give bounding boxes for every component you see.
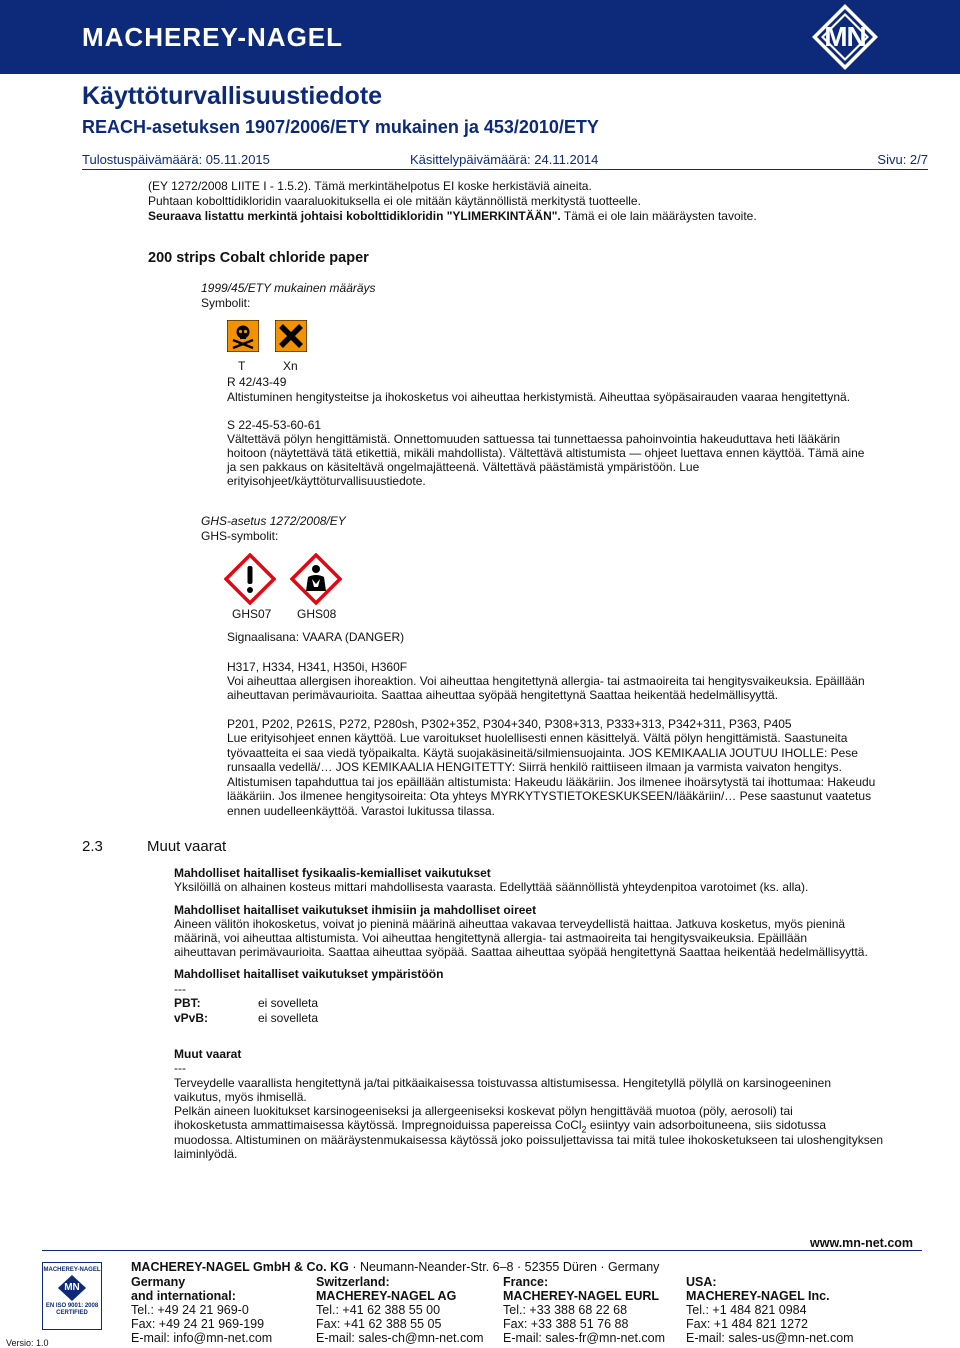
dsd-symbols-label: Symbolit: [201, 296, 251, 310]
intro-line-2: Puhtaan kobolttidikloridin vaaraluokituksella ei ole mitään käytännöllistä merkitystä tuotteelle. [148, 194, 641, 208]
r-text: Altistuminen hengitysteitse ja ihokosketus voi aiheuttaa herkistymistä. Aiheuttaa syöpäsairauden vaaraa hengitettynä. [227, 390, 851, 404]
p-line: runsaalla vedellä/… JOS KEMIKAALIA HENGITETTY: Siirrä henkilö raittiiseen ilmaan ja varmista vaivaton hengitys. [227, 760, 842, 774]
website: www.mn-net.com [810, 1236, 914, 1250]
footer-divider [42, 1250, 922, 1251]
page-number: Sivu: 2/7 [877, 152, 928, 167]
footer-col-france: France: MACHEREY-NAGEL EURL Tel.: +33 388 68 22 68 Fax: +33 388 51 76 88 E-mail: sales-fr@mn-net.com [503, 1275, 666, 1345]
meta-line [82, 152, 928, 170]
s-text-1: Vältettävä pölyn hengittämistä. Onnettomuuden sattuessa tai tunnettaessa pahoinvointia hakeuduttava heti lääkärin [227, 432, 841, 446]
health-line: Aineen välitön ihokosketus, voivat jo pieninä määrinä aiheuttaa vakavaa terveydellistä haittaa. Jatkuva kosketus, myös pieninä [174, 917, 846, 931]
other-line: ihokosketusta ammattimaisessa käytössä. Impregnoiduissa papereissa CoCl$_2$ esiintyy vain adsorboituneena, siis sidotussa [174, 1118, 827, 1135]
other-line: Pelkän aineen luokitukset karsinogeeniseksi ja allergeeniseksi koskevat pölyn hengittävää muotoa (pöly, aerosoli) tai [174, 1104, 793, 1118]
symbol-label-t: T [238, 359, 246, 373]
p-line: Lue erityisohjeet ennen käyttöä. Lue varoitukset huolellisesti ennen käsittelyä. Vältä pölyn hengittämistä. Saastuneita [227, 731, 848, 745]
s-text-3: ja sen pakkaus on käsiteltävä ongelmajätteenä. Vältettävä päästämistä ympäristöön. Lue [227, 460, 700, 474]
pbt-label: PBT: [174, 996, 201, 1010]
x-cross-icon [275, 320, 307, 352]
intro-line-1: (EY 1272/2008 LIITE I - 1.5.2). Tämä merkintähelpotus EI koske herkistäviä aineita. [148, 179, 592, 193]
company-line: MACHEREY-NAGEL GmbH & Co. KG · Neumann-Neander-Str. 6–8 · 52355 Düren · Germany [131, 1260, 660, 1274]
env-heading: Mahdolliset haitalliset vaikutukset ympäristöön [174, 967, 444, 981]
h-codes: H317, H334, H341, H350i, H360F [227, 660, 408, 674]
footer-col-usa: USA: MACHEREY-NAGEL Inc. Tel.: +1 484 821 0984 Fax: +1 484 821 1272 E-mail: sales-us@mn-net.com [686, 1275, 854, 1345]
ghs07-label: GHS07 [232, 607, 272, 621]
other-dash: --- [174, 1061, 186, 1075]
health-line: aiheuttavan perimävaurioita. Saattaa aiheuttaa syöpää. Saattaa aiheuttaa syöpää hengitettynä Saattaa heikentää hedelmällisyyttä. [174, 945, 868, 959]
version: Versio: 1.0 [6, 1338, 49, 1348]
iso-badge: MACHEREY-NAGEL MN EN ISO 9001: 2008 CERTIFIED [42, 1262, 102, 1330]
other-line: Terveydelle vaarallista hengitettynä ja/tai pitkäaikaisessa toistuvassa altistumisessa. Hengitetyllä pölyllä on karsinogeeninen [174, 1076, 832, 1090]
p-line: lääkäriin. Jos ilmenee hengitysoireita: Ota yhteys MYRKYTYSTIETOKESKUKSEEN/lääkäriin/… Pese saastunut vaatetus [227, 789, 872, 803]
skull-crossbones-icon [227, 320, 259, 352]
revision-date: Käsittelypäivämäärä: 24.11.2014 [410, 152, 599, 167]
intro-line-3: Seuraava listattu merkintä johtaisi kobolttidikloridin "YLIMERKINTÄÄN". Tämä ei ole lain määräysten tavoite. [148, 209, 757, 223]
p-codes: P201, P202, P261S, P272, P280sh, P302+352, P304+340, P308+313, P333+313, P342+311, P363, P405 [227, 717, 792, 731]
dsd-heading: 1999/45/ETY mukainen määräys [201, 281, 376, 295]
ghs08-label: GHS08 [297, 607, 337, 621]
s-text-4: erityisohjeet/käyttöturvallisuustiedote. [227, 474, 426, 488]
other-heading: Muut vaarat [174, 1047, 242, 1061]
symbol-label-xn: Xn [283, 359, 298, 373]
brand-name: MACHEREY-NAGEL [82, 22, 344, 52]
section-number: 2.3 [82, 838, 103, 855]
health-heading: Mahdolliset haitalliset vaikutukset ihmisiin ja mahdolliset oireet [174, 903, 537, 917]
other-line: vaikutus, myös ihmisellä. [174, 1090, 307, 1104]
other-line: muodossa. Altistuminen on määräystenmukaisessa käytössä joko poissuljettavissa tai mitä tulee ihokosketukseen tai uloshengityksen [174, 1133, 884, 1147]
document-subtitle: REACH-asetuksen 1907/2006/ETY mukainen ja 453/2010/ETY [82, 117, 599, 137]
phys-text: Yksilöillä on alhainen kosteus mittari mahdollisesta vaarasta. Edellyttää säännöllistä yhteydenpitoa varotoimet (ks. alla). [174, 880, 809, 894]
ghs-symbols-label: GHS-symbolit: [201, 529, 279, 543]
other-line: laiminlyödä. [174, 1147, 238, 1161]
s-phrases: S 22-45-53-60-61 [227, 418, 322, 432]
vpvb-label: vPvB: [174, 1011, 209, 1025]
product-name: 200 strips Cobalt chloride paper [148, 250, 369, 266]
s-text-2: hoitoon (näytettävä tätä etikettiä, mikäli mahdollista). Vältettävä altistumista — ohjeet luettava ennen käyttöä. Tämä aine [227, 446, 865, 460]
exclamation-mark-icon [224, 553, 276, 605]
document-title: Käyttöturvallisuustiedote [82, 82, 383, 110]
print-date: Tulostuspäivämäärä: 05.11.2015 [82, 152, 270, 167]
ghs-heading: GHS-asetus 1272/2008/EY [201, 514, 346, 528]
phys-heading: Mahdolliset haitalliset fysikaalis-kemialliset vaikutukset [174, 866, 491, 880]
signal-word: Signaalisana: VAARA (DANGER) [227, 630, 405, 644]
health-line: määrinä, voi aiheuttaa altistumista. Voi aiheuttaa hengitettynä allergia- tai astmaoireita tai hengitysvaikeuksia. Epäillään [174, 931, 808, 945]
r-phrases: R 42/43-49 [227, 375, 287, 389]
p-line: Altistumisen tapahduttua tai jos epäillään altistumista: Hakeudu lääkäriin. Jos ilmenee ihoärsytystä tai ihottumaa: Hakeudu [227, 775, 876, 789]
env-dash: --- [174, 982, 186, 996]
pbt-value: ei sovelleta [258, 996, 319, 1010]
footer-col-switzerland: Switzerland: MACHEREY-NAGEL AG Tel.: +41 62 388 55 00 Fax: +41 62 388 55 05 E-mail: sales-ch@mn-net.com [316, 1275, 484, 1345]
p-line: työvaatteita ei saa viedä työpaikalta. Käytä suojakäsineitä/silmiensuojainta. JOS KEMIKAALIA JOUTUU IHOLLE: Pese [227, 746, 858, 760]
p-line: ennen uudelleenkäyttöä. Varastoi lukitussa tilassa. [227, 804, 495, 818]
footer-col-germany: Germany and international: Tel.: +49 24 21 969-0 Fax: +49 24 21 969-199 E-mail: info@mn-net.com [131, 1275, 273, 1345]
section-title: Muut vaarat [147, 838, 227, 855]
logo-text: MN [824, 21, 866, 52]
health-hazard-icon [290, 553, 342, 605]
h-text-1: Voi aiheuttaa allergisen ihoreaktion. Voi aiheuttaa hengitettynä allergia- tai astmaoireita tai hengitysvaikeuksia. Epäillään [227, 674, 865, 688]
vpvb-value: ei sovelleta [258, 1011, 319, 1025]
h-text-2: aiheuttavan perimävaurioita. Saattaa aiheuttaa syöpää hengitettynä Saattaa heikentää hedelmällisyyttä. [227, 688, 779, 702]
mn-logo [782, 0, 908, 74]
